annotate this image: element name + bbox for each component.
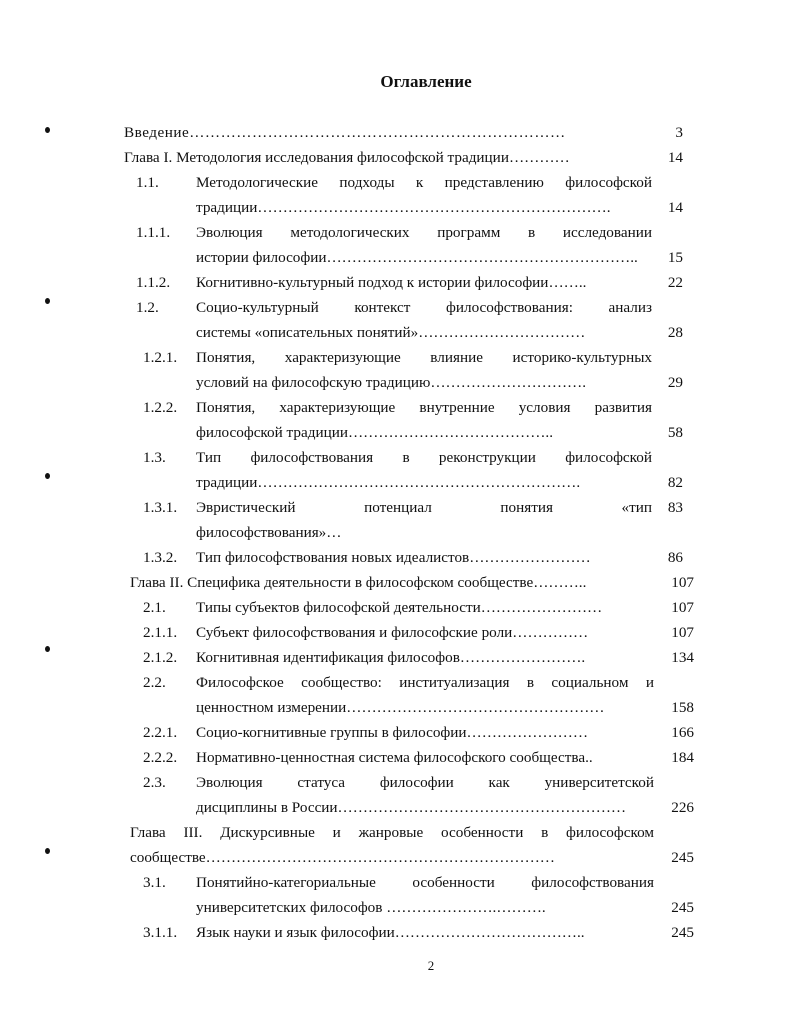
toc-entry-page: 28 xyxy=(667,324,683,341)
toc-entry-text: Тип философствования новых идеалистов…………………… xyxy=(196,549,591,566)
toc-entry-page: 107 xyxy=(671,599,694,616)
toc-entry-text: условий на философскую традицию…………………………. xyxy=(196,374,587,391)
toc-entry-page: 15 xyxy=(667,249,683,266)
toc-entry-page: 14 xyxy=(667,199,683,216)
toc-entry-number: 3.1.1. xyxy=(143,924,178,941)
toc-entry-number: 2.2.2. xyxy=(143,749,178,766)
toc-entry-page: 3 xyxy=(675,124,683,141)
binding-hole-mark xyxy=(45,848,50,854)
toc-entry-text: университетских философов ………………….………. xyxy=(196,899,546,916)
toc-entry-text: истории философии…………………………………………………….. xyxy=(196,249,638,266)
toc-entry-text: Социо-когнитивные группы в философии…………………… xyxy=(196,724,589,741)
toc-entry-text: Социо-культурный контекст философствования: анализ xyxy=(196,299,652,316)
toc-entry-page: 29 xyxy=(667,374,683,391)
toc-entry-number: 2.1.1. xyxy=(143,624,178,641)
toc-entry-number: 2.2.1. xyxy=(143,724,178,741)
toc-entry-text: философствования»… xyxy=(196,524,342,541)
toc-entry-text: системы «описательных понятий»…………………………… xyxy=(196,324,586,341)
toc-entry-text: Язык науки и язык философии……………………………….. xyxy=(196,924,585,941)
toc-entry-text: Методологические подходы к представлению философской xyxy=(196,174,652,191)
toc-entry-text: Эволюция статуса философии как университетской xyxy=(196,774,654,791)
toc-entry-number: 2.2. xyxy=(143,674,166,691)
toc-entry-page: 107 xyxy=(671,574,694,591)
binding-hole-mark xyxy=(45,298,50,304)
toc-entry-text: Субъект философствования и философские роли…………… xyxy=(196,624,589,641)
toc-entry-text: традиции……………………………………………………………. xyxy=(196,199,611,216)
toc-entry-number: 2.1. xyxy=(143,599,166,616)
toc-entry-number: 1.1.2. xyxy=(136,274,171,291)
toc-entry-number: 1.1. xyxy=(136,174,159,191)
toc-entry-text: Понятия, характеризующие внутренние условия развития xyxy=(196,399,652,416)
binding-hole-mark xyxy=(45,646,50,652)
toc-entry-text: Тип философствования в реконструкции философской xyxy=(196,449,652,466)
page-title: Оглавление xyxy=(380,72,472,91)
toc-entry-number: 1.3.1. xyxy=(143,499,178,516)
toc-entry-number: 1.3.2. xyxy=(143,549,178,566)
page-number: 2 xyxy=(427,958,435,973)
toc-entry-number: 2.1.2. xyxy=(143,649,178,666)
toc-entry-page: 58 xyxy=(667,424,683,441)
toc-entry-text: Понятийно-категориальные особенности философствования xyxy=(196,874,654,891)
toc-entry-page: 134 xyxy=(671,649,694,666)
toc-entry-text: Когнитивная идентификация философов……………………. xyxy=(196,649,586,666)
toc-entry-text: Глава I. Методология исследования философской традиции………… xyxy=(124,149,570,166)
toc-entry-page: 245 xyxy=(671,924,694,941)
toc-entry-text: Когнитивно-культурный подход к истории философии…….. xyxy=(196,274,587,291)
toc-entry-page: 82 xyxy=(667,474,683,491)
toc-entry-text: философской традиции………………………………….. xyxy=(196,424,553,441)
toc-entry-page: 245 xyxy=(671,849,694,866)
toc-entry-number: 1.1.1. xyxy=(136,224,171,241)
toc-entry-page: 86 xyxy=(667,549,683,566)
toc-entry-page: 226 xyxy=(671,799,694,816)
toc-entry-page: 158 xyxy=(671,699,694,716)
toc-entry-text: Эвристический потенциал понятия «тип xyxy=(196,499,652,516)
binding-hole-mark xyxy=(45,473,50,479)
toc-entry-page: 107 xyxy=(671,624,694,641)
toc-entry-text: Понятия, характеризующие влияние историко-культурных xyxy=(196,349,652,366)
toc-entry-text: Введение……………………………………………………………… xyxy=(124,124,566,141)
toc-entry-text: Типы субъектов философской деятельности…………………… xyxy=(196,599,603,616)
toc-entry-number: 1.2.1. xyxy=(143,349,178,366)
toc-entry-text: традиции………………………………………………………. xyxy=(196,474,581,491)
binding-hole-mark xyxy=(45,127,50,133)
toc-entry-text: сообществе…………………………………………………………… xyxy=(130,849,555,866)
toc-entry-number: 1.3. xyxy=(143,449,166,466)
toc-entry-page: 83 xyxy=(667,499,683,516)
toc-entry-page: 14 xyxy=(667,149,683,166)
toc-entry-text: дисциплины в России………………………………………………… xyxy=(196,799,627,816)
toc-entry-text: Нормативно-ценностная система философского сообщества.. xyxy=(196,749,593,766)
toc-entry-number: 1.2. xyxy=(136,299,159,316)
toc-entry-text: Глава II. Специфика деятельности в философском сообществе……….. xyxy=(130,574,587,591)
toc-entry-number: 3.1. xyxy=(143,874,166,891)
toc-entry-page: 245 xyxy=(671,899,694,916)
toc-entry-text: Философское сообщество: институализация в социальном и xyxy=(196,674,654,691)
toc-entry-text: ценностном измерении…………………………………………… xyxy=(196,699,605,716)
toc-entry-page: 22 xyxy=(667,274,683,291)
toc-entry-text: Эволюция методологических программ в исследовании xyxy=(196,224,652,241)
toc-entry-page: 184 xyxy=(671,749,694,766)
toc-entry-number: 2.3. xyxy=(143,774,166,791)
toc-entry-text: Глава III. Дискурсивные и жанровые особенности в философском xyxy=(130,824,654,841)
toc-entry-number: 1.2.2. xyxy=(143,399,178,416)
toc-entry-page: 166 xyxy=(671,724,694,741)
